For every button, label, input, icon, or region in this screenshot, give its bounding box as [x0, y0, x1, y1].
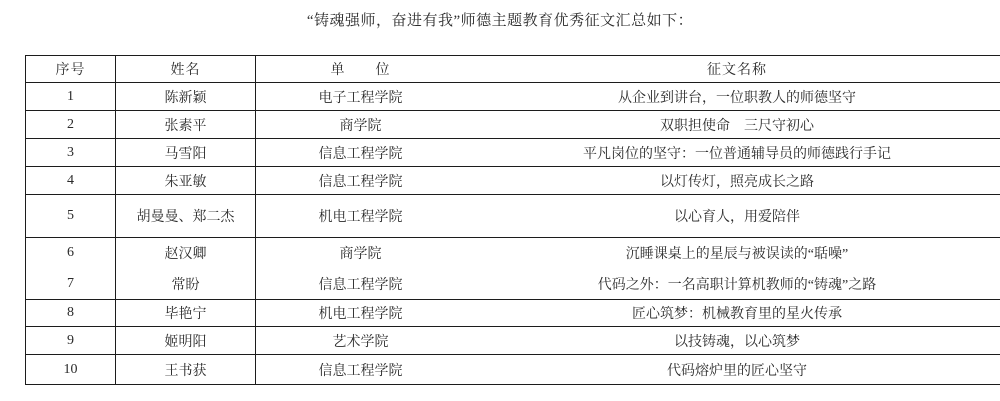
cell-unit: 电子工程学院 — [256, 83, 466, 111]
cell-name: 胡曼曼、郑二杰 — [116, 195, 256, 238]
cell-essay: 平凡岗位的坚守：一位普通辅导员的师德践行手记 — [465, 139, 1000, 167]
essay-summary-table — [25, 55, 1000, 385]
table-row — [26, 269, 1000, 300]
cell-name: 赵汉卿 — [116, 238, 256, 269]
cell-index: 4 — [26, 167, 116, 195]
cell-index: 3 — [26, 139, 116, 167]
cell-name: 常盼 — [116, 269, 256, 300]
cell-name: 陈新颖 — [116, 83, 256, 111]
cell-unit: 商学院 — [256, 238, 466, 269]
cell-name: 朱亚敏 — [116, 167, 256, 195]
cell-essay: 代码之外：一名高职计算机教师的“铸魂”之路 — [597, 277, 877, 293]
cell-unit: 商学院 — [256, 111, 466, 139]
cell-index: 10 — [26, 355, 116, 385]
cell-index: 6 — [26, 238, 116, 269]
table-header-row — [26, 56, 1000, 83]
cell-name: 毕艳宁 — [116, 300, 256, 327]
cell-index: 1 — [26, 83, 116, 111]
cell-index: 9 — [26, 327, 116, 355]
table-row — [26, 195, 1000, 238]
cell-essay: 以灯传灯，照亮成长之路 — [465, 167, 1000, 195]
cell-unit: 机电工程学院 — [256, 300, 466, 327]
cell-unit: 艺术学院 — [256, 327, 466, 355]
table-row — [26, 83, 1000, 111]
document-title: “铸魂强师，奋进有我”师德主题教育优秀征文汇总如下： — [306, 13, 694, 29]
table-row — [26, 238, 1000, 269]
table-row — [26, 139, 1000, 167]
table-row — [26, 111, 1000, 139]
column-header-essay: 征文名称 — [465, 56, 1000, 83]
column-header-name: 姓名 — [116, 56, 256, 83]
cell-index: 7 — [26, 269, 116, 300]
table-row — [26, 300, 1000, 327]
column-header-unit: 单 位 — [256, 56, 466, 83]
cell-name: 马雪阳 — [116, 139, 256, 167]
cell-essay: 双职担使命 三尺守初心 — [465, 111, 1000, 139]
table-row — [26, 355, 1000, 385]
cell-unit: 机电工程学院 — [256, 195, 466, 238]
cell-essay: 匠心筑梦：机械教育里的星火传承 — [465, 300, 1000, 327]
cell-unit: 信息工程学院 — [318, 277, 403, 293]
cell-index: 8 — [26, 300, 116, 327]
cell-unit: 信息工程学院 — [256, 355, 466, 385]
cell-unit: 信息工程学院 — [256, 139, 466, 167]
cell-essay: 从企业到讲台，一位职教人的师德坚守 — [465, 83, 1000, 111]
cell-index: 5 — [26, 195, 116, 238]
cell-essay: 以技铸魂，以心筑梦 — [465, 327, 1000, 355]
cell-essay: 以心育人，用爱陪伴 — [465, 195, 1000, 238]
cell-unit: 信息工程学院 — [256, 167, 466, 195]
cell-essay: 沉睡课桌上的星辰与被误读的“聒噪” — [465, 238, 1000, 269]
cell-index: 2 — [26, 111, 116, 139]
column-header-index: 序号 — [26, 56, 116, 83]
cell-essay: 代码熔炉里的匠心坚守 — [465, 355, 1000, 385]
cell-name: 姬明阳 — [116, 327, 256, 355]
table-row — [26, 327, 1000, 355]
cell-name: 张素平 — [116, 111, 256, 139]
table-row — [26, 167, 1000, 195]
cell-name: 王书获 — [116, 355, 256, 385]
